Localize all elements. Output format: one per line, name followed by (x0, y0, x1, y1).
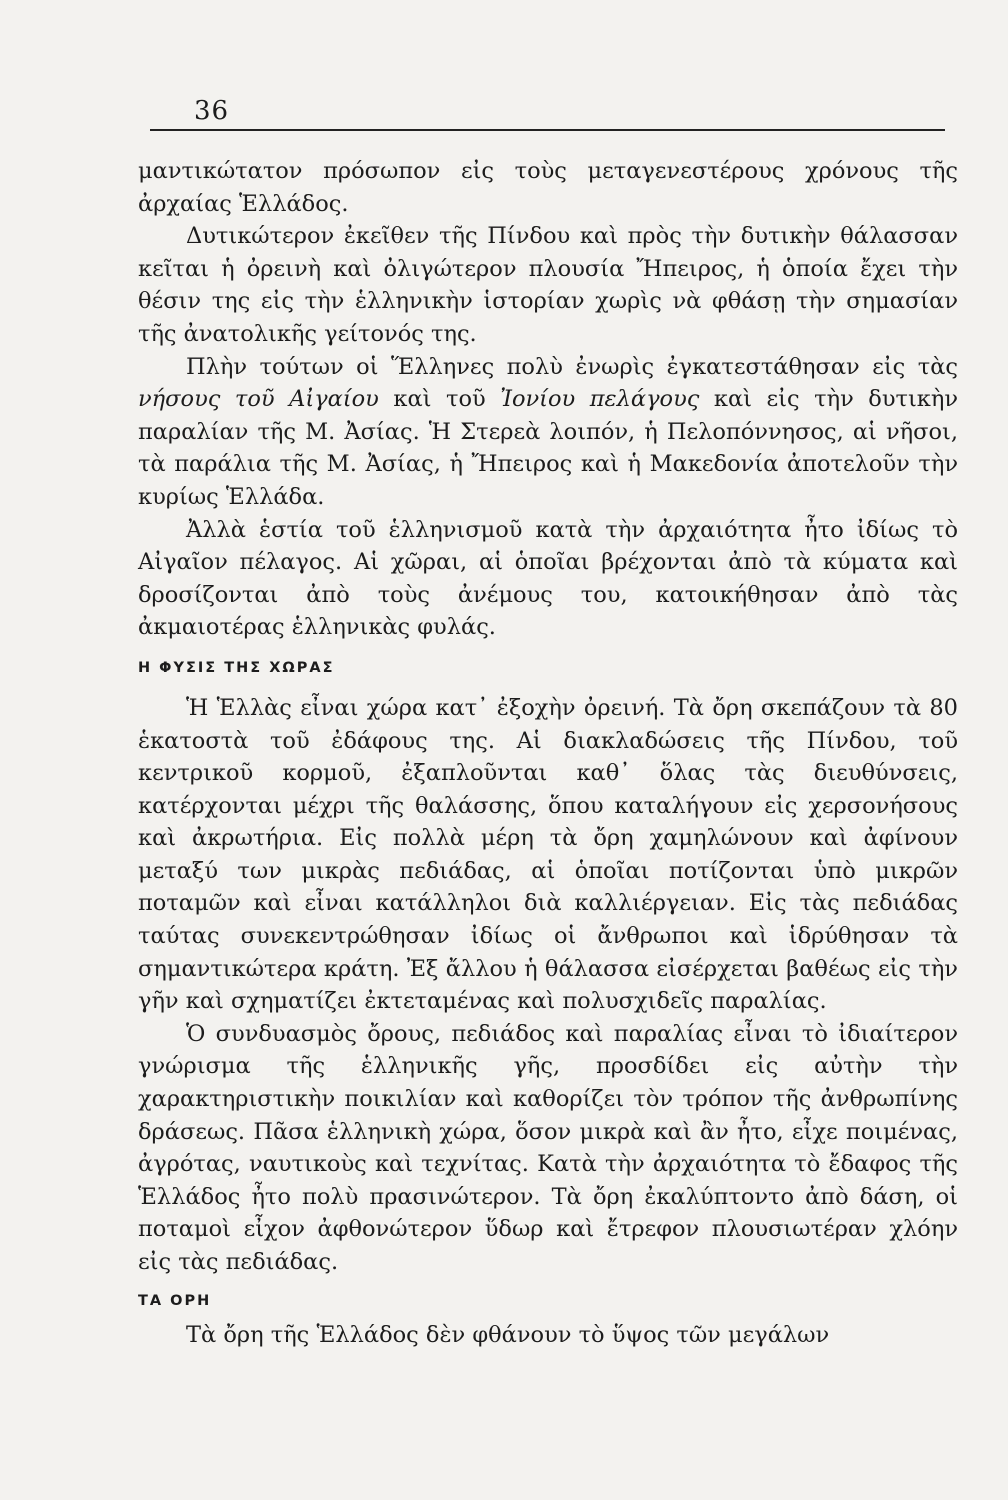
page-number: 36 (194, 96, 230, 126)
paragraph-5: Ἡ Ἑλλὰς εἶναι χώρα κατ᾿ ἐξοχὴν ὀρεινή. Τὰ ὄρη σκεπάζουν τὰ 80 ἑκατοστὰ τοῦ ἐδάφους της. Αἱ διακλαδώσεις τῆς Πίνδου, τοῦ κεντρικοῦ κορμοῦ, ἐξαπλοῦνται καθ᾿ ὅλας τὰς διευθύνσεις, κατέρχονται μέχρι τῆς θαλάσσης, ὅπου καταλήγουν εἰς χερσονήσους καὶ ἀκρωτήρια. Εἰς πολλὰ μέρη τὰ ὄρη χαμηλώνουν καὶ ἀφίνουν μεταξύ των μικρὰς πεδιάδας, αἱ ὁποῖαι ποτίζονται ὑπὸ μικρῶν ποταμῶν καὶ εἶναι κατάλληλοι διὰ καλλιέργειαν. Εἰς τὰς πεδιάδας ταύτας συνεκεντρώθησαν ἰδίως οἱ ἄνθρωποι καὶ ἱδρύθησαν τὰ σημαντικώτερα κράτη. Ἐξ ἄλλου ἡ θάλασσα εἰσέρχεται βαθέως εἰς τὴν γῆν καὶ σχηματίζει ἐκτεταμένας καὶ πολυσχιδεῖς παραλίας. (138, 694, 958, 1015)
section-heading-nature: Η ΦΥΣΙΣ ΤΗΣ ΧΩΡΑΣ (138, 659, 335, 676)
header-rule (150, 129, 945, 131)
paragraph-3-italic-ionian: Ἰονίου πελάγους (500, 386, 700, 413)
section-heading-mountains: ΤΑ ΟΡΗ (138, 1292, 212, 1309)
paragraph-4: Ἀλλὰ ἑστία τοῦ ἑλληνισμοῦ κατὰ τὴν ἀρχαιότητα ἦτο ἰδίως τὸ Αἰγαῖον πέλαγος. Αἱ χῶραι, αἱ ὁποῖαι βρέχονται ἀπὸ τὰ κύματα καὶ δροσίζονται ἀπὸ τοὺς ἀνέμους του, κατοικήθησαν ἀπὸ τὰς ἀκμαιοτέρας ἑλληνικὰς φυλάς. (138, 516, 958, 641)
paragraph-3-end: καὶ εἰς τὴν δυτικὴν παραλίαν τῆς Μ. Ἀσίας. Ἡ Στερεὰ λοιπόν, ἡ Πελοπόννησος, αἱ νῆσοι, τὰ παράλια τῆς Μ. Ἀσίας, ἡ Ἤπειρος καὶ ἡ Μακεδονία ἀποτελοῦν τὴν κυρίως Ἑλλάδα. (138, 386, 958, 510)
paragraph-6: Ὁ συνδυασμὸς ὄρους, πεδιάδος καὶ παραλίας εἶναι τὸ ἰδιαίτερον γνώρισμα τῆς ἑλληνικῆς γῆς, προσδίδει εἰς αὐτὴν τὴν χαρακτηριστικὴν ποικιλίαν καὶ καθορίζει τὸν τρόπον τῆς ἀνθρωπίνης δράσεως. Πᾶσα ἑλληνικὴ χώρα, ὅσον μικρὰ καὶ ἂν ἦτο, εἶχε ποιμένας, ἀγρότας, ναυτικοὺς καὶ τεχνίτας. Κατὰ τὴν ἀρχαιότητα τὸ ἔδαφος τῆς Ἑλλάδος ἦτο πολὺ πρασινώτερον. Τὰ ὄρη ἐκαλύπτοντο ἀπὸ δάση, οἱ ποταμοὶ εἶχον ἀφθονώτερον ὕδωρ καὶ ἔτρεφον πλουσιωτέραν χλόην εἰς τὰς πεδιάδας. (138, 1020, 958, 1275)
paragraph-3-mid: καὶ τοῦ (378, 386, 501, 413)
paragraph-1: μαντικώτατον πρόσωπον εἰς τοὺς μεταγενεστέρους χρόνους τῆς ἀρχαίας Ἑλλάδος. (138, 158, 958, 217)
paragraph-3-start: Πλὴν τούτων οἱ Ἕλληνες πολὺ ἐνωρὶς ἐγκατεστάθησαν εἰς τὰς (186, 353, 958, 380)
paragraph-3-italic-aegean: νήσους τοῦ Αἰγαίου (138, 386, 379, 413)
body-text (138, 155, 958, 1351)
paragraph-7: Τὰ ὄρη τῆς Ἑλλάδος δὲν φθάνουν τὸ ὕψος τῶν μεγάλων (186, 1321, 830, 1348)
paragraph-3 (138, 351, 958, 514)
paragraph-2: Δυτικώτερον ἐκεῖθεν τῆς Πίνδου καὶ πρὸς τὴν δυτικὴν θάλασσαν κεῖται ἡ ὀρεινὴ καὶ ὀλιγώτερον πλουσία Ἤπειρος, ἡ ὁποία ἔχει τὴν θέσιν της εἰς τὴν ἑλληνικὴν ἱστορίαν χωρὶς νὰ φθάσῃ τὴν σημασίαν τῆς ἀνατολικῆς γείτονός της. (138, 223, 958, 347)
